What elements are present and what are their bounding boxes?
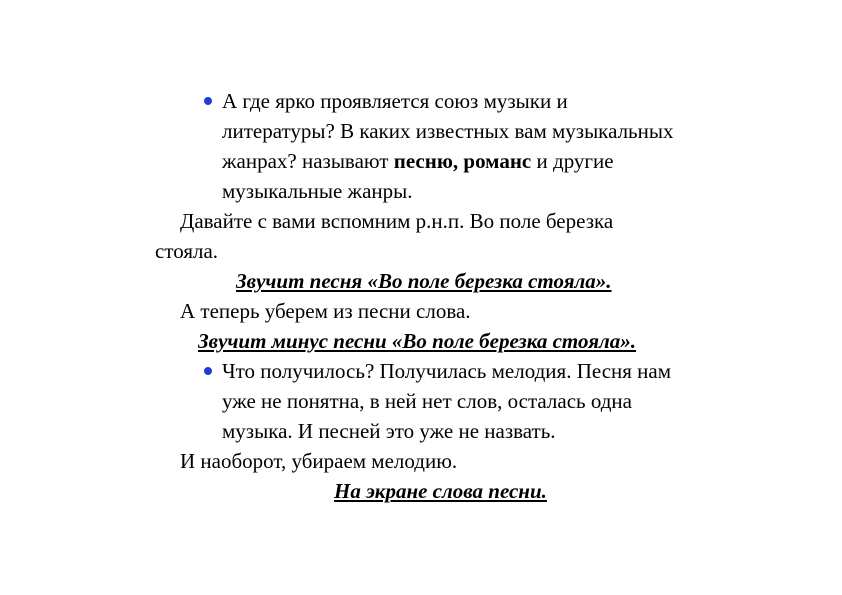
bullet-1-line-3-tail: и другие <box>531 149 614 173</box>
bullet-2-line-3: музыка. И песней это уже не назвать. <box>222 419 556 443</box>
bullet-1-line-3 <box>222 149 614 173</box>
paragraph-1-line-2: стояла. <box>155 239 219 263</box>
bullet-1-line-2: литературы? В каких известных вам музыкальных <box>222 119 674 143</box>
bullet-1-line-4: музыкальные жанры. <box>222 179 413 203</box>
bullet-1-line-1: А где ярко проявляется союз музыки и <box>222 89 568 113</box>
bold-separator: , <box>452 149 464 173</box>
bullet-dot-icon <box>204 367 212 375</box>
bullet-2-line-2: уже не понятна, в ней нет слов, осталась одна <box>222 389 632 413</box>
paragraph-1-line-1: Давайте с вами вспомним р.н.п. Во поле березка <box>180 209 614 233</box>
bullet-dot-icon <box>204 97 212 105</box>
bold-word-song: песню <box>393 149 453 173</box>
minus-song-heading: Звучит минус песни «Во поле березка стояла». <box>198 329 637 353</box>
song-heading: Звучит песня «Во поле березка стояла». <box>236 269 612 293</box>
bold-word-romance: романс <box>463 149 532 173</box>
lyrics-on-screen-heading: На экране слова песни. <box>334 479 547 503</box>
paragraph-3: И наоборот, убираем мелодию. <box>180 449 458 473</box>
bullet-2-line-1: Что получилось? Получилась мелодия. Песня нам <box>222 359 672 383</box>
bullet-1-line-3-text: жанрах? называют <box>222 149 394 173</box>
paragraph-2: А теперь уберем из песни слова. <box>180 299 471 323</box>
